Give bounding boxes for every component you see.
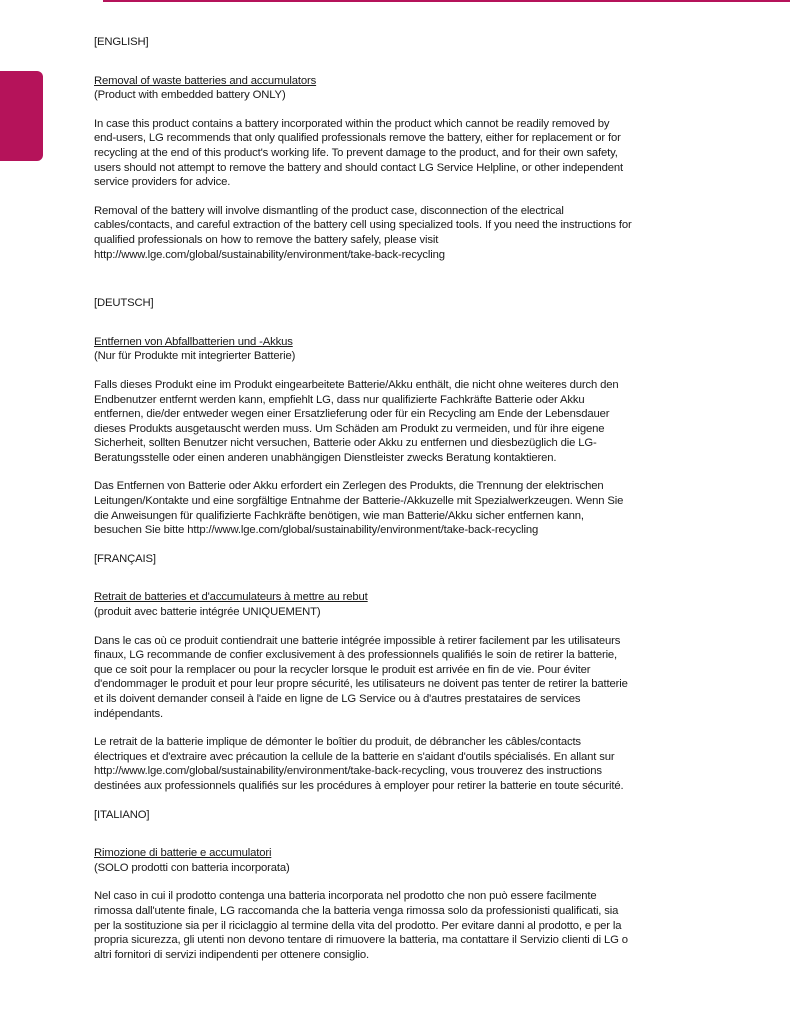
- language-heading: [ITALIANO]: [94, 808, 150, 821]
- paragraph: Nel caso in cui il prodotto contenga una batteria incorporata nel prodotto che non può essere facilmente rimossa dall'utente finale, LG raccomanda che la batteria venga rimossa solo da professionisti qualificati, sia per la sostituzione sia per il riciclaggio al termine della vita del prodotto. Per evitare danni al prodotto, e per la propria sicurezza, gli utenti non devono tentare di rimuovere la batteria, ma contattare il Servizio clienti di LG o altri fornitori di servizi indipendenti per ottenere consiglio.: [94, 890, 628, 961]
- section-francais: [94, 552, 634, 794]
- paragraph: Dans le cas où ce produit contiendrait une batterie intégrée impossible à retirer facilement par les utilisateurs finaux, LG recommande de confier exclusivement à des professionnels qualifiés le soin de retirer la batterie, que ce soit pour la remplacer ou pour la recycler lorsque le produit est arrivée en fin de vie. Pour éviter d'endommager le produit et pour leur propre sécurité, les utilisateurs ne doivent pas tenter de retirer la batterie et ils doivent demander conseil à l'aide en ligne de LG Service ou à d'autres prestataires de services indépendants.: [94, 634, 628, 720]
- language-heading: [ENGLISH]: [94, 36, 149, 48]
- paragraph: In case this product contains a battery incorporated within the product which cannot be readily removed by end-users, LG recommends that only qualified professionals remove the battery, either for replacement or for recycling at the end of this product's working life. To prevent damage to the product, and for their own safety, users should not attempt to remove the battery and should contact LG Service Helpline, or other independent service providers for advice.: [94, 117, 624, 189]
- section-subtitle: (produit avec batterie intégrée UNIQUEMENT): [94, 606, 321, 619]
- section-deutsch: [94, 296, 634, 538]
- section-subtitle: (SOLO prodotti con batteria incorporata): [94, 861, 290, 874]
- side-language-tab: [0, 71, 43, 161]
- section-title: Retrait de batteries et d'accumulateurs à mettre au rebut: [94, 591, 368, 604]
- language-heading: [FRANÇAIS]: [94, 552, 156, 565]
- section-subtitle: (Product with embedded battery ONLY): [94, 89, 286, 102]
- section-english: [94, 35, 634, 262]
- section-title: Removal of waste batteries and accumulators: [94, 74, 317, 87]
- top-accent-rule: [103, 0, 790, 2]
- paragraph: Das Entfernen von Batterie oder Akku erfordert ein Zerlegen des Produkts, die Trennung der elektrischen Leitungen/Kontakte und eine sorgfältige Entnahme der Batterie-/Akkuzelle mit Spezialwerkzeugen. Wenn Sie die Anweisungen für qualifizierte Fachkräfte benötigen, wie man Batterie/Akku sicher entfernen kann, besuchen Sie bitte http://www.lge.com/global/sustainability/environment/take-back-recycling: [94, 480, 624, 537]
- section-title: Entfernen von Abfallbatterien und -Akkus: [94, 335, 293, 348]
- document-body: [94, 35, 634, 976]
- language-heading: [DEUTSCH]: [94, 297, 154, 310]
- paragraph: Falls dieses Produkt eine im Produkt eingearbeitete Batterie/Akku enthält, die nicht ohne weiteres durch den Endbenutzer entfernt werden kann, empfiehlt LG, dass nur qualifizierte Fachkräfte Batterie oder Akku entfernen, die/der entweder wegen einer Ersatzlieferung oder für ein Recycling am Ende der Lebensdauer dieses Produkts ausgetauscht werden muss. Um Schäden am Produkt zu vermeiden, und für ihre eigene Sicherheit, sollten Benutzer nicht versuchen, Batterie oder Akku zu entfernen und diesbezüglich die LG-Beratungsstelle oder einen anderen unabhängigen Dienstleister zwecks Beratung kontaktieren.: [94, 378, 619, 464]
- section-subtitle: (Nur für Produkte mit integrierter Batterie): [94, 350, 296, 363]
- paragraph: Le retrait de la batterie implique de démonter le boîtier du produit, de débrancher les câbles/contacts électriques et d'extraire avec précaution la cellule de la batterie en s'aidant d'outils spécialisés. En allant sur http://www.lge.com/global/sustainability/environment/take-back-recycling, vous trouverez des instructions destinées aux professionnels qualifiés sur les procédures à employer pour retirer la batterie en toute sécurité.: [94, 736, 624, 792]
- section-italiano: [94, 808, 634, 963]
- section-title: Rimozione di batterie e accumulatori: [94, 847, 272, 860]
- paragraph: Removal of the battery will involve dismantling of the product case, disconnection of the electrical cables/contacts, and careful extraction of the battery cell using specialized tools. If you need the instructions for qualified professionals on how to remove the battery safely, please visit http://www.lge.com/global/sustainability/environment/take-back-recycling: [94, 204, 632, 261]
